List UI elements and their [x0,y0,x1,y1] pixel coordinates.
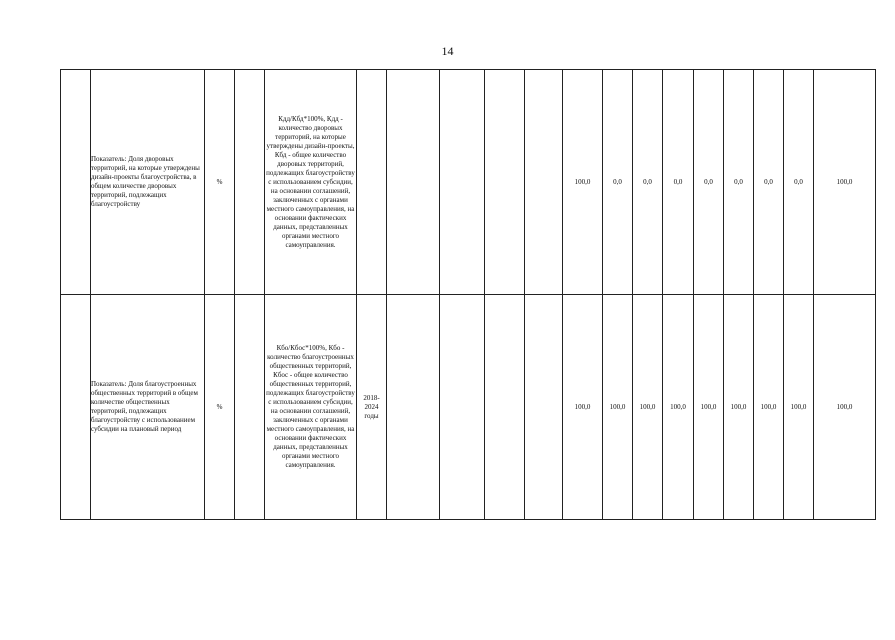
number-cell [61,70,91,295]
formula-cell: Кдд/Кбд*100%, Кдд - количество дворовых территорий, на которые утверждены дизайн-проекты, Кбд - общее количество дворовых территорий, подлежащих благоустройству с использованием субсидии, на основании соглашений, заключенных с органами местного самоуправления, на основании фактических данных, представленных органами местного самоуправления. [265,70,357,295]
value-cell: 100,0 [754,295,784,520]
empty-cell [440,295,485,520]
number-cell [61,295,91,520]
formula-cell: Кбо/Кбос*100%, Кбо - количество благоустроенных общественных территорий, Кбос - общее количество общественных территорий, подлежащих благоустройству с использованием субсидии, на основании соглашений, заключенных с органами местного самоуправления, на основании фактических данных, представленных органами местного самоуправления. [265,295,357,520]
value-cell: 100,0 [724,295,754,520]
value-cell: 0,0 [603,70,633,295]
value-cell: 100,0 [814,295,876,520]
empty-cell [387,295,440,520]
value-cell: 100,0 [563,70,603,295]
value-cell: 0,0 [754,70,784,295]
value-cell: 100,0 [784,295,814,520]
empty-cell [525,70,563,295]
empty-cell [387,70,440,295]
table-row [61,70,876,295]
value-cell: 100,0 [633,295,663,520]
empty-cell [485,70,525,295]
page-number: 14 [441,44,454,58]
empty-cell [485,295,525,520]
indicators-table [60,69,876,520]
unit-cell: % [205,295,235,520]
value-cell: 100,0 [563,295,603,520]
unit-cell: % [205,70,235,295]
indicator-cell: Показатель: Доля дворовых территорий, на которые утверждены дизайн-проекты благоустройства, в общем количестве дворовых территорий, подлежащих благоустройству [91,70,205,295]
value-cell: 0,0 [663,70,694,295]
value-cell: 0,0 [694,70,724,295]
empty-cell [525,295,563,520]
value-cell: 100,0 [603,295,633,520]
value-cell: 100,0 [694,295,724,520]
empty-cell [440,70,485,295]
value-cell: 100,0 [814,70,876,295]
value-cell: 0,0 [633,70,663,295]
indicator-cell: Показатель: Доля благоустроенных общественных территорий в общем количестве общественных территорий, подлежащих благоустройству с использованием субсидии на плановый период [91,295,205,520]
value-cell: 100,0 [663,295,694,520]
value-cell: 0,0 [784,70,814,295]
value-cell: 0,0 [724,70,754,295]
table-row [61,295,876,520]
period-cell: 2018-2024 годы [357,295,387,520]
empty-cell [235,70,265,295]
empty-cell [235,295,265,520]
period-cell [357,70,387,295]
